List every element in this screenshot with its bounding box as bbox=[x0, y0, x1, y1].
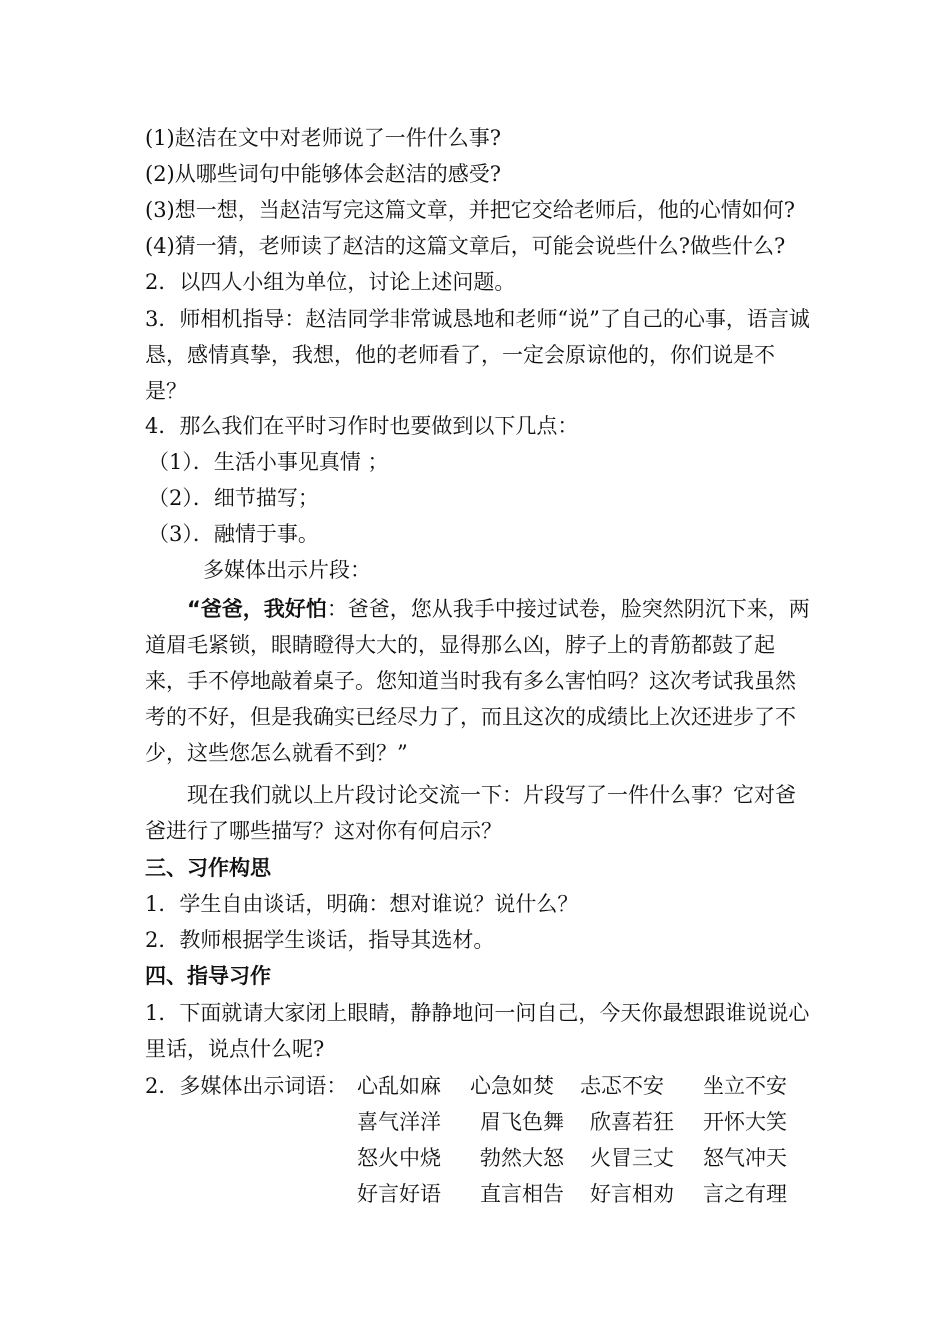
guide-2-label: 2．多媒体出示词语： bbox=[145, 1074, 348, 1098]
concept-2: 2．教师根据学生谈话，指导其选材。 bbox=[145, 928, 495, 952]
question-3: (3)想一想，当赵洁写完这篇文章，并把它交给老师后，他的心情如何? bbox=[145, 198, 796, 222]
word-item: 直言相告 bbox=[480, 1182, 564, 1206]
section-heading-4: 四、指导习作 bbox=[145, 964, 271, 988]
media-caption: 多媒体出示片段： bbox=[203, 558, 371, 582]
word-item: 眉飞色舞 bbox=[480, 1110, 564, 1134]
step-4: 4．那么我们在平时习作时也要做到以下几点： bbox=[145, 414, 579, 438]
step-3: 3．师相机指导：赵洁同学非常诚恳地和老师“说”了自己的心事，语言诚恳，感情真挚，我想，他的老师看了，一定会原谅他的，你们说是不是？ bbox=[145, 307, 810, 403]
word-item: 言之有理 bbox=[703, 1182, 787, 1206]
word-item: 忐忑不安 bbox=[580, 1074, 664, 1098]
excerpt-body: ：爸爸，您从我手中接过试卷，脸突然阴沉下来，两道眉毛紧锁，眼睛瞪得大大的，显得那么凶，脖子上的青筋都鼓了起来，手不停地敲着桌子。您知道当时我有多么害怕吗？这次考试我虽然考的不好，但是我确实已经尽力了，而且这次的成绩比上次还进步了不少，这些您怎么就看不到？” bbox=[145, 597, 810, 765]
step-2: 2．以四人小组为单位，讨论上述问题。 bbox=[145, 270, 516, 294]
word-item: 好言好语 bbox=[357, 1182, 441, 1206]
word-item: 坐立不安 bbox=[703, 1074, 787, 1098]
word-item: 好言相劝 bbox=[590, 1182, 674, 1206]
point-1: （1）．生活小事见真情 ； bbox=[148, 450, 389, 474]
excerpt bbox=[145, 591, 815, 771]
guide-1: 1．下面就请大家闭上眼睛，静静地问一问自己，今天你最想跟谁说说心里话，说点什么呢? bbox=[145, 1001, 810, 1061]
word-item: 勃然大怒 bbox=[480, 1146, 564, 1170]
point-2: （2）．细节描写； bbox=[148, 486, 319, 510]
word-item: 心乱如麻 bbox=[357, 1074, 441, 1098]
point-3: （3）．融情于事。 bbox=[148, 522, 319, 546]
word-item: 怒火中烧 bbox=[357, 1146, 441, 1170]
word-item: 怒气冲天 bbox=[703, 1146, 787, 1170]
word-item: 欣喜若狂 bbox=[590, 1110, 674, 1134]
concept-1: 1．学生自由谈话，明确：想对谁说？说什么？ bbox=[145, 892, 579, 916]
word-item: 火冒三丈 bbox=[590, 1146, 674, 1170]
word-item: 喜气洋洋 bbox=[357, 1110, 441, 1134]
word-item: 心急如焚 bbox=[470, 1074, 554, 1098]
question-2: (2)从哪些词句中能够体会赵洁的感受? bbox=[145, 162, 502, 186]
excerpt-title: “爸爸，我好怕 bbox=[187, 597, 327, 621]
discussion-prompt: 现在我们就以上片段讨论交流一下：片段写了一件什么事？它对爸爸进行了哪些描写？这对你有何启示？ bbox=[145, 783, 796, 843]
question-4: (4)猜一猜，老师读了赵洁的这篇文章后，可能会说些什么?做些什么? bbox=[145, 234, 786, 258]
word-item: 开怀大笑 bbox=[703, 1110, 787, 1134]
section-heading-3: 三、习作构思 bbox=[145, 856, 271, 880]
question-1: (1)赵洁在文中对老师说了一件什么事? bbox=[145, 126, 502, 150]
